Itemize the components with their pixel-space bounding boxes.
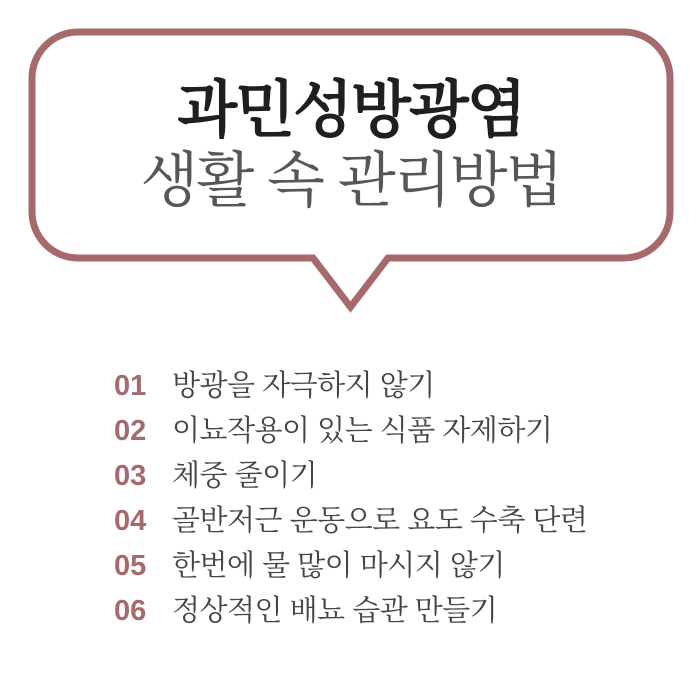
- list-item-text: 정상적인 배뇨 습관 만들기: [172, 595, 498, 627]
- list-item-number: 01: [114, 370, 147, 402]
- page-title: 과민성방광염: [177, 75, 525, 145]
- list-item: [114, 372, 634, 401]
- list-item-number: 05: [114, 550, 147, 582]
- list-item-text: 방광을 자극하지 않기: [172, 370, 435, 402]
- list-item-number: 04: [114, 505, 147, 537]
- list-item-number: 02: [114, 415, 147, 447]
- list-item: [114, 597, 634, 626]
- page-subtitle: 생활 속 관리방법: [140, 147, 562, 215]
- title-speech-bubble: [0, 0, 700, 340]
- list-item-number: 03: [114, 460, 147, 492]
- list-item: [114, 552, 634, 581]
- list-item-text: 한번에 물 많이 마시지 않기: [172, 550, 505, 582]
- bubble-title-block: [32, 32, 670, 258]
- list-item: [114, 462, 634, 491]
- list-item: [114, 507, 634, 536]
- management-list: [114, 372, 634, 626]
- list-item-text: 골반저근 운동으로 요도 수축 단련: [172, 505, 588, 537]
- list-item: [114, 417, 634, 446]
- list-item-text: 체중 줄이기: [172, 460, 318, 492]
- list-item-text: 이뇨작용이 있는 식품 자제하기: [172, 415, 553, 447]
- list-item-number: 06: [114, 595, 147, 627]
